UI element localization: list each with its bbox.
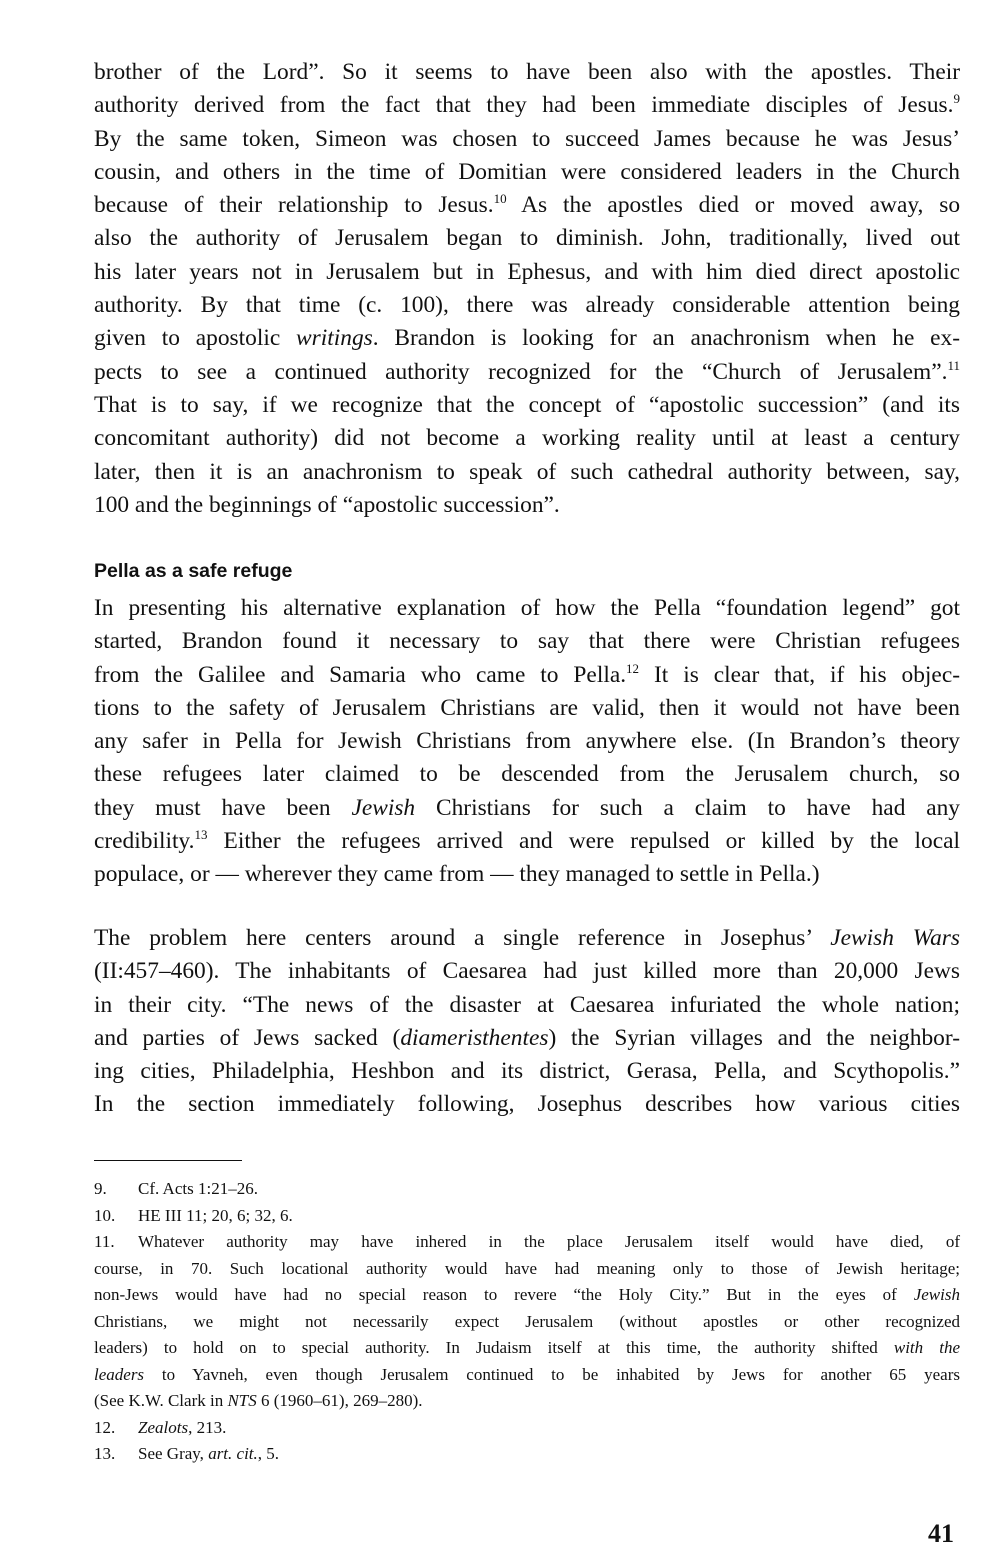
footnote-11: 11. Whatever authority may have inhered in the place Jerusalem itself would have died, of course, in 70. Such locational authority would have had meaning only to those of Jewish heritage; non-Jews would have had no special reason to revere “the Holy City.” But in the eyes of Jewish Christians, we might not necessarily expect Jerusalem (without apostles or other recognized leaders) to hold on to special authority. In Judaism itself at this time, the authority shifted with the leaders to Yavneh, even though Jerusalem continued to be inhabited by Jews for another 65 years (See K.W. Clark in NTS 6 (1960–61), 269–280). (94, 1229, 960, 1415)
page-body (94, 56, 961, 1463)
footnote-ref: 10 (493, 191, 507, 207)
text-line: pects to see a continued authority recognized for the “Church of Jerusalem”.$^{11}$ (94, 357, 960, 385)
text-line: By the same token, Simeon was chosen to succeed James because he was Jesus’ (94, 125, 960, 152)
text-line: populace, or — wherever they came from — they managed to settle in Pella.) (94, 861, 820, 888)
footnote-number: 12. (94, 1417, 116, 1437)
text-line: also the authority of Jerusalem began to diminish. John, traditionally, lived out (94, 225, 960, 252)
footnote-ref: 11 (947, 357, 960, 373)
footnote-10: 10. HE III 11; 20, 6; 32, 6. (94, 1203, 960, 1230)
paragraph-1 (94, 56, 960, 522)
text-line: any safer in Pella for Jewish Christians from anywhere else. (In Brandon’s theory (94, 728, 960, 755)
footnotes (94, 1176, 960, 1468)
footnote-ref: 13 (194, 827, 208, 843)
text-line: started, Brandon found it necessary to say that there were Christian refugees (94, 628, 960, 655)
text-line: from the Galilee and Samaria who came to Pella.$^{12}$ It is clear that, if his objec- (94, 660, 960, 688)
italic-term: writings (296, 325, 373, 352)
text-line: they must have been Jewish Christians for such a claim to have had any (94, 794, 961, 821)
text-line: brother of the Lord”. So it seems to have been also with the apostles. Their (94, 59, 960, 85)
text-line: and parties of Jews sacked (diameristhentes) the Syrian villages and the neighbor- (94, 1024, 960, 1051)
text-line: In the section immediately following, Josephus describes how various cities (94, 1091, 960, 1118)
text-line: cousin, and others in the time of Domitian were considered leaders in the Church (94, 158, 960, 185)
text-line: In presenting his alternative explanation of how the Pella “foundation legend” got (94, 595, 960, 621)
text-line: authority derived from the fact that they had been immediate disciples of Jesus.$^9$ (94, 91, 960, 119)
footnote-12: 12. Zealots, 213. (94, 1415, 960, 1442)
footnote-13: 13. See Gray, art. cit., 5. (94, 1441, 960, 1468)
italic-term: Jewish (351, 794, 416, 821)
text-line: these refugees later claimed to be descended from the Jerusalem church, so (94, 761, 960, 788)
italic-term: diameristhentes (400, 1024, 549, 1051)
footnote-rule (94, 1160, 242, 1161)
text-line: (II:457–460). The inhabitants of Caesarea had just killed more than 20,000 Jews (94, 958, 960, 985)
text-line: given to apostolic writings. Brandon is looking for an anachronism when he ex- (94, 325, 960, 352)
text-line: 100 and the beginnings of “apostolic succession”. (94, 491, 560, 518)
footnote-ref: 12 (626, 660, 640, 676)
text-line: in their city. “The news of the disaster at Caesarea infuriated the whole nation; (94, 991, 960, 1018)
text-line: later, then it is an anachronism to speak of such cathedral authority between, say, (94, 458, 960, 485)
text-line: authority. By that time (c. 100), there was already considerable attention being (94, 292, 960, 319)
footnote-9: 9. Cf. Acts 1:21–26. (94, 1176, 960, 1203)
footnote-number: 13. (94, 1444, 116, 1463)
paragraph-2 (94, 592, 960, 892)
text-line: That is to say, if we recognize that the concept of “apostolic succession” (and its (94, 391, 960, 418)
text-line: because of their relationship to Jesus.$^{10}$ As the apostles died or moved away, so (94, 191, 961, 219)
page-number: 41 (928, 1519, 954, 1548)
text-line: his later years not in Jerusalem but in Ephesus, and with him died direct apostolic (94, 258, 960, 285)
footnote-ref: 9 (953, 91, 960, 107)
text-line: The problem here centers around a single reference in Josephus’ Jewish Wars (94, 925, 961, 951)
paragraph-3 (94, 922, 960, 1122)
text-line: concomitant authority) did not become a working reality until at least a century (94, 425, 960, 452)
text-line: ing cities, Philadelphia, Heshbon and its district, Gerasa, Pella, and Scythopolis.” (94, 1058, 960, 1085)
text-line: tions to the safety of Jerusalem Christians are valid, then it would not have been (94, 694, 960, 721)
footnote-number: 10. (94, 1205, 116, 1225)
italic-term: Jewish Wars (830, 925, 961, 951)
footnote-number: 9. (94, 1179, 107, 1198)
footnote-number: 11. (94, 1232, 115, 1251)
section-heading: Pella as a safe refuge (94, 560, 293, 582)
text-line: credibility.$^{13}$ Either the refugees arrived and were repulsed or killed by the local (94, 827, 960, 855)
